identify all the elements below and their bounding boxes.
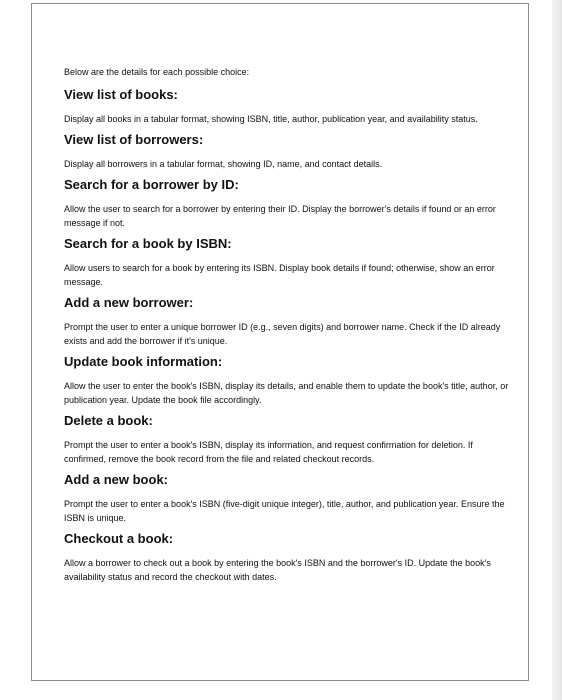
section-title: Search for a borrower by ID: [64,177,239,192]
section-title: Search for a book by ISBN: [64,236,232,251]
section-delete-book [64,412,512,466]
section-body: Allow a borrower to check out a book by entering the book's ISBN and the borrower's ID. Update the book's availability status and record the checkout with dates. [64,558,491,582]
document-content [64,66,512,589]
page-edge-shadow [552,0,562,700]
section-add-book [64,471,512,525]
section-title: View list of books: [64,87,178,102]
section-search-borrower [64,176,512,230]
section-body: Prompt the user to enter a book's ISBN, display its information, and request confirmation for deletion. If confirmed, remove the book record from the file and related checkout records. [64,440,473,464]
section-title: Checkout a book: [64,531,174,546]
section-add-borrower [64,294,512,348]
section-body: Allow users to search for a book by entering its ISBN. Display book details if found; otherwise, show an error message. [64,263,495,287]
section-search-book [64,235,512,289]
section-view-borrowers [64,131,512,171]
section-update-book [64,353,512,407]
section-view-books [64,86,512,126]
section-title: Add a new book: [64,472,168,487]
document-page [31,3,529,681]
section-title: Delete a book: [64,413,153,428]
section-title: View list of borrowers: [64,132,204,147]
section-body: Display all borrowers in a tabular format, showing ID, name, and contact details. [64,159,383,169]
intro-text: Below are the details for each possible choice: [64,67,250,77]
section-body: Display all books in a tabular format, showing ISBN, title, author, publication year, and availability status. [64,114,478,124]
section-body: Allow the user to enter the book's ISBN, display its details, and enable them to update the book's title, author, or publication year. Update the book file accordingly. [64,381,509,405]
section-body: Prompt the user to enter a book's ISBN (five-digit unique integer), title, author, and publication year. Ensure the ISBN is unique. [64,499,505,523]
section-body: Allow the user to search for a borrower by entering their ID. Display the borrower's details if found or an error message if not. [64,204,496,228]
section-title: Update book information: [64,354,223,369]
section-title: Add a new borrower: [64,295,194,310]
section-body: Prompt the user to enter a unique borrower ID (e.g., seven digits) and borrower name. Check if the ID already exists and add the borrower if it's unique. [64,322,501,346]
section-checkout-book [64,530,512,584]
